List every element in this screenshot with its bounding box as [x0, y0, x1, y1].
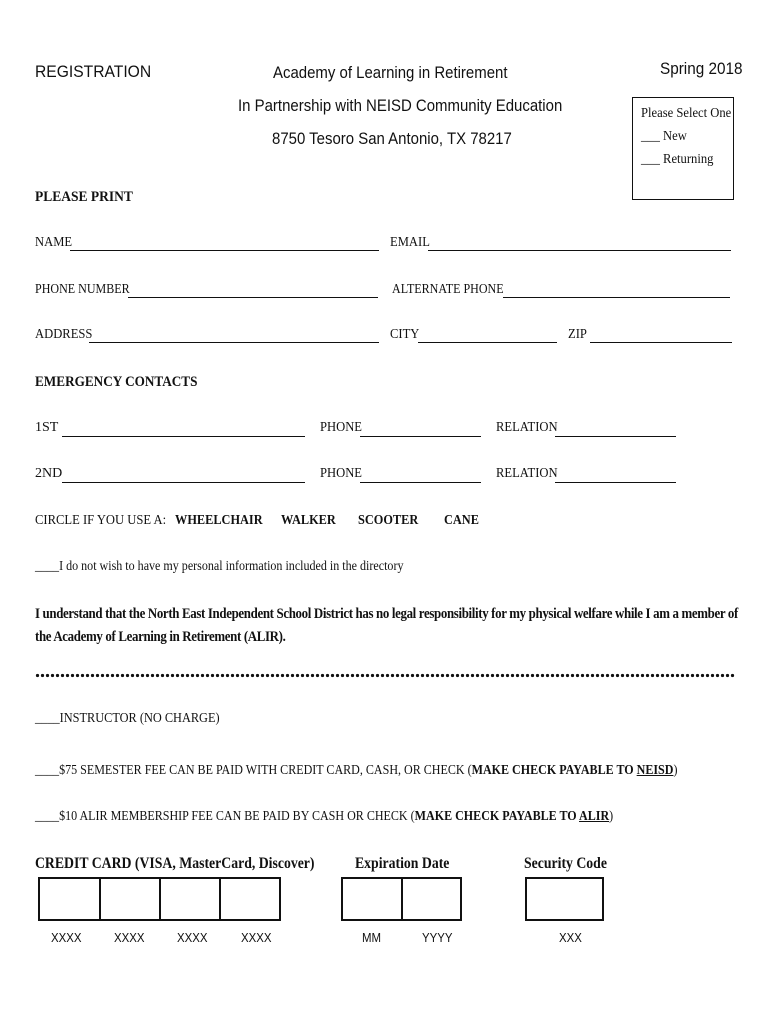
phone-label: PHONE NUMBER [35, 282, 130, 297]
name-field[interactable] [70, 250, 379, 251]
alt-phone-label: ALTERNATE PHONE [392, 282, 504, 297]
phone-field[interactable] [128, 297, 378, 298]
select-one-heading: Please Select One [641, 106, 732, 121]
expiration-heading: Expiration Date [355, 855, 450, 872]
second-phone-field[interactable] [360, 482, 481, 483]
card-number-group-4[interactable] [219, 877, 281, 921]
semester-fee-option[interactable] [35, 763, 677, 779]
membership-fee-blank[interactable]: ____ [35, 809, 60, 824]
security-code-label: XXX [559, 930, 582, 945]
semester-fee-close: ) [673, 763, 678, 778]
exp-month-box[interactable] [341, 877, 403, 921]
card-group-3-label: XXXX [177, 930, 208, 945]
cane-option[interactable]: CANE [444, 513, 479, 528]
credit-card-heading: CREDIT CARD (VISA, MasterCard, Discover) [35, 855, 315, 872]
name-label: NAME [35, 235, 73, 250]
email-label: EMAIL [390, 235, 430, 250]
second-relation-field[interactable] [555, 482, 676, 483]
card-number-boxes [38, 877, 281, 921]
membership-fee-payee: ALIR [579, 809, 610, 824]
card-number-group-2[interactable] [99, 877, 161, 921]
directory-opt-out[interactable] [35, 559, 403, 575]
semester-fee-payable: MAKE CHECK PAYABLE TO [471, 763, 637, 778]
new-option[interactable] [641, 129, 687, 145]
term-label: Spring 2018 [660, 59, 743, 78]
instructor-option[interactable] [35, 711, 220, 727]
semester-fee-text: $75 SEMESTER FEE CAN BE PAID WITH CREDIT CARD, CASH, OR CHECK ( [59, 763, 472, 778]
security-code-box[interactable] [525, 877, 604, 921]
exp-month-label: MM [362, 930, 382, 945]
liability-text: I understand that the North East Independent School District has no legal responsibility for my physical welfare while I am a member of the Academy of Learning in Retirement (ALIR). [35, 606, 738, 645]
city-field[interactable] [418, 342, 557, 343]
mobility-prompt: CIRCLE IF YOU USE A: [35, 513, 167, 528]
liability-statement [35, 603, 747, 649]
second-contact-label: 2ND [35, 466, 63, 481]
first-relation-label: RELATION [496, 420, 558, 435]
first-phone-label: PHONE [320, 420, 363, 435]
first-relation-field[interactable] [555, 436, 676, 437]
security-code-boxes [525, 877, 604, 921]
second-contact-field[interactable] [62, 482, 305, 483]
academy-title: Academy of Learning in Retirement [273, 63, 508, 82]
exp-year-box[interactable] [401, 877, 462, 921]
first-phone-field[interactable] [360, 436, 481, 437]
registration-label: REGISTRATION [35, 62, 152, 81]
walker-option[interactable]: WALKER [281, 513, 336, 528]
card-group-4-label: XXXX [241, 930, 272, 945]
second-phone-label: PHONE [320, 466, 363, 481]
wheelchair-option[interactable]: WHEELCHAIR [175, 513, 263, 528]
semester-fee-payee: NEISD [636, 763, 674, 778]
emergency-heading: EMERGENCY CONTACTS [35, 374, 198, 390]
returning-option[interactable] [641, 152, 713, 168]
address-label: ADDRESS [35, 327, 93, 342]
zip-label: ZIP [568, 327, 587, 342]
instructor-label: INSTRUCTOR (NO CHARGE) [59, 711, 220, 726]
new-option-blank[interactable]: ___ [641, 129, 660, 144]
address-line: 8750 Tesoro San Antonio, TX 78217 [272, 129, 512, 148]
card-number-group-1[interactable] [38, 877, 101, 921]
card-number-group-3[interactable] [159, 877, 221, 921]
exp-year-label: YYYY [422, 930, 453, 945]
membership-fee-payable: MAKE CHECK PAYABLE TO [414, 809, 580, 824]
semester-fee-blank[interactable]: ____ [35, 763, 60, 778]
zip-field[interactable] [590, 342, 732, 343]
card-group-2-label: XXXX [114, 930, 145, 945]
first-contact-label: 1ST [35, 420, 59, 435]
membership-fee-close: ) [609, 809, 614, 824]
membership-fee-text: $10 ALIR MEMBERSHIP FEE CAN BE PAID BY CASH OR CHECK ( [59, 809, 415, 824]
directory-opt-out-blank[interactable]: ____ [35, 559, 60, 574]
city-label: CITY [390, 327, 420, 342]
please-print-heading: PLEASE PRINT [35, 189, 133, 205]
new-option-label: New [663, 129, 687, 144]
dotted-divider [35, 673, 735, 678]
alt-phone-field[interactable] [503, 297, 730, 298]
returning-option-label: Returning [663, 152, 714, 167]
membership-fee-option[interactable] [35, 809, 613, 825]
expiration-boxes [341, 877, 462, 921]
address-field[interactable] [89, 342, 379, 343]
scooter-option[interactable]: SCOOTER [358, 513, 419, 528]
email-field[interactable] [428, 250, 731, 251]
security-code-heading: Security Code [524, 855, 607, 872]
card-group-1-label: XXXX [51, 930, 82, 945]
instructor-blank[interactable]: ____ [35, 711, 60, 726]
returning-option-blank[interactable]: ___ [641, 152, 660, 167]
directory-opt-out-text: I do not wish to have my personal information included in the directory [59, 559, 404, 574]
partnership-line: In Partnership with NEISD Community Education [238, 96, 563, 115]
first-contact-field[interactable] [62, 436, 305, 437]
second-relation-label: RELATION [496, 466, 558, 481]
